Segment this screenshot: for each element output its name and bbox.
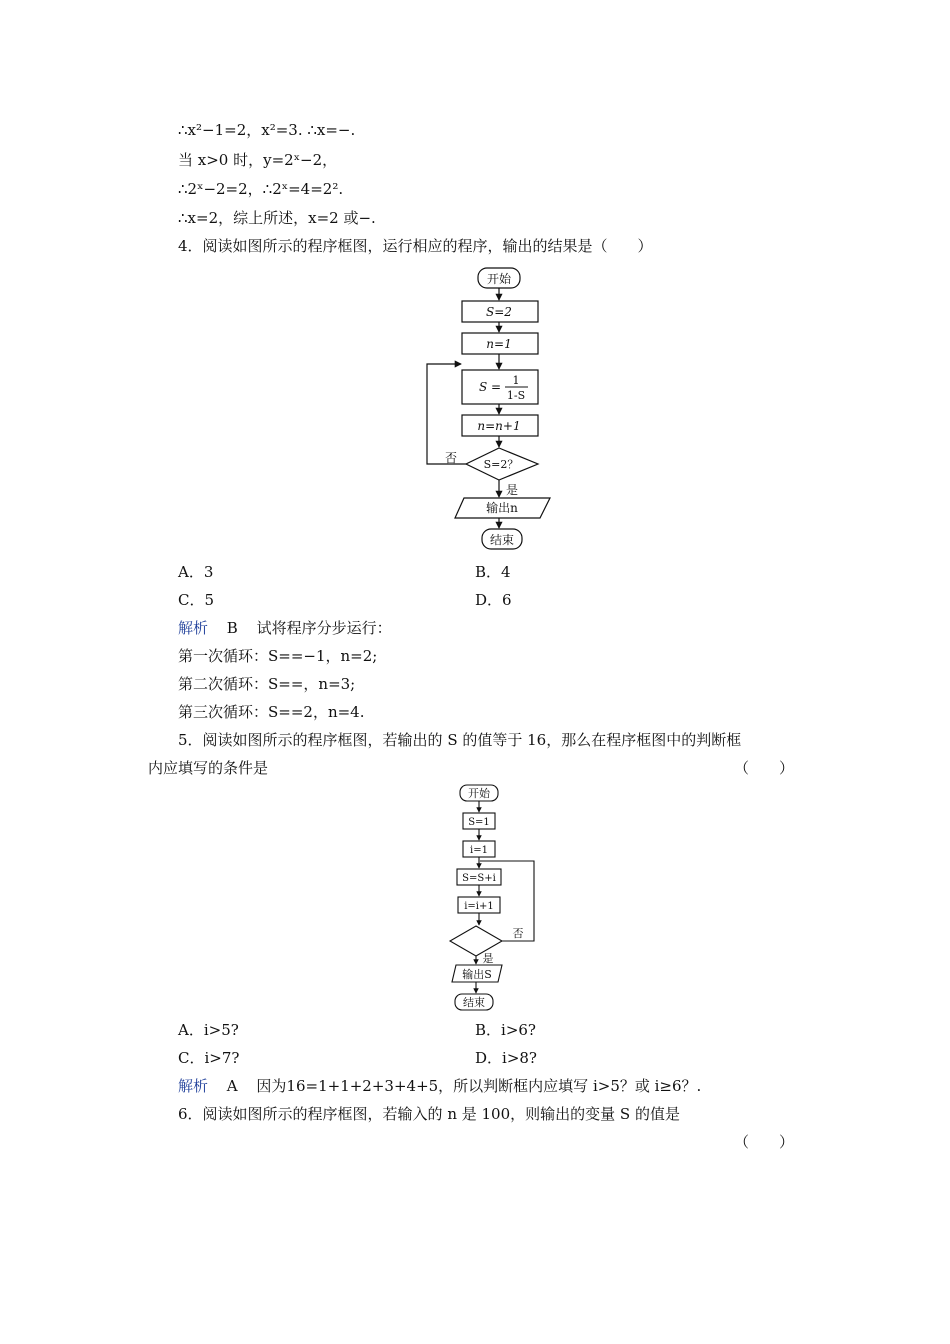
q4-step-3: 第三次循环：S==2，n=4. [178,703,365,721]
q5-option-d: D．i>8? [475,1049,537,1067]
cond-label: S=2？ [483,458,519,471]
solution-answer: B [226,619,238,637]
s-init-label: S=2 [486,305,512,319]
q4-option-c: C．5 [178,591,215,609]
q4-option-d: D．6 [475,591,512,609]
end-label: 结束 [463,996,485,1009]
solution-label: 解析 [178,619,209,637]
q5-option-b: B．i>6? [475,1021,536,1039]
end-label: 结束 [489,533,515,547]
no-label: 否 [444,451,458,465]
yes-label: 是 [505,483,519,497]
q5-option-a: A．i>5? [178,1021,239,1039]
output-label: 输出n [486,501,518,515]
n-inc-label: n=n+1 [477,419,521,433]
solution-label: 解析 [178,1077,209,1095]
solution-text: 试将程序分步运行： [256,619,392,637]
solution-line-1: ∴x²−1=2，x²=3. ∴x=−. [178,121,356,139]
q4-solution [178,618,392,638]
solution-text: 因为16=1+1+2+3+4+5，所以判断框内应填写 i>5？或 i≥6？. [256,1077,702,1095]
q4-option-a: A．3 [178,563,214,581]
output-label: 输出S [462,968,492,981]
question-6-paren: （ ） [734,1133,795,1151]
i-increment-label: i=i+1 [464,901,494,912]
i-init-label: i=1 [470,845,488,856]
q4-step-1: 第一次循环：S==−1，n=2; [178,647,378,665]
start-label: 开始 [486,272,512,286]
q5-solution [178,1076,701,1096]
decision-diamond [450,926,502,956]
s-init-label: S=1 [468,817,490,828]
solution-answer: A [226,1077,238,1095]
start-label: 开始 [468,787,490,800]
q5-option-c: C．i>7? [178,1049,240,1067]
question-6-line-1: 6．阅读如图所示的程序框图，若输入的 n 是 100，则输出的变量 S 的值是 [178,1105,680,1123]
loop-back-line [427,364,466,464]
q4-option-b: B．4 [475,563,511,581]
solution-line-2: 当 x>0 时，y=2ˣ−2， [178,151,338,169]
yes-label: 是 [482,952,494,965]
question-5-paren: （ ） [734,759,795,777]
frac-denominator: 1-S [506,389,526,402]
flowchart-q5 [440,780,545,1020]
q4-step-2: 第二次循环：S==，n=3; [178,675,356,693]
flowchart-q4 [415,262,565,557]
no-label: 否 [512,927,524,940]
n-init-label: n=1 [486,337,512,351]
question-4: 4．阅读如图所示的程序框图，运行相应的程序，输出的结果是（ ） [178,237,653,255]
question-5-line-2: 内应填写的条件是 [148,759,269,777]
s-update-label: S=S+i [462,873,496,884]
solution-line-3: ∴2ˣ−2=2，∴2ˣ=4=2². [178,180,344,198]
frac-numerator: 1 [512,374,520,387]
question-5-line-1: 5．阅读如图所示的程序框图，若输出的 S 的值等于 16，那么在程序框图中的判断框 [178,731,742,749]
solution-line-4: ∴x=2，综上所述，x=2 或−. [178,209,376,227]
s-lhs-label: S = [478,380,502,394]
